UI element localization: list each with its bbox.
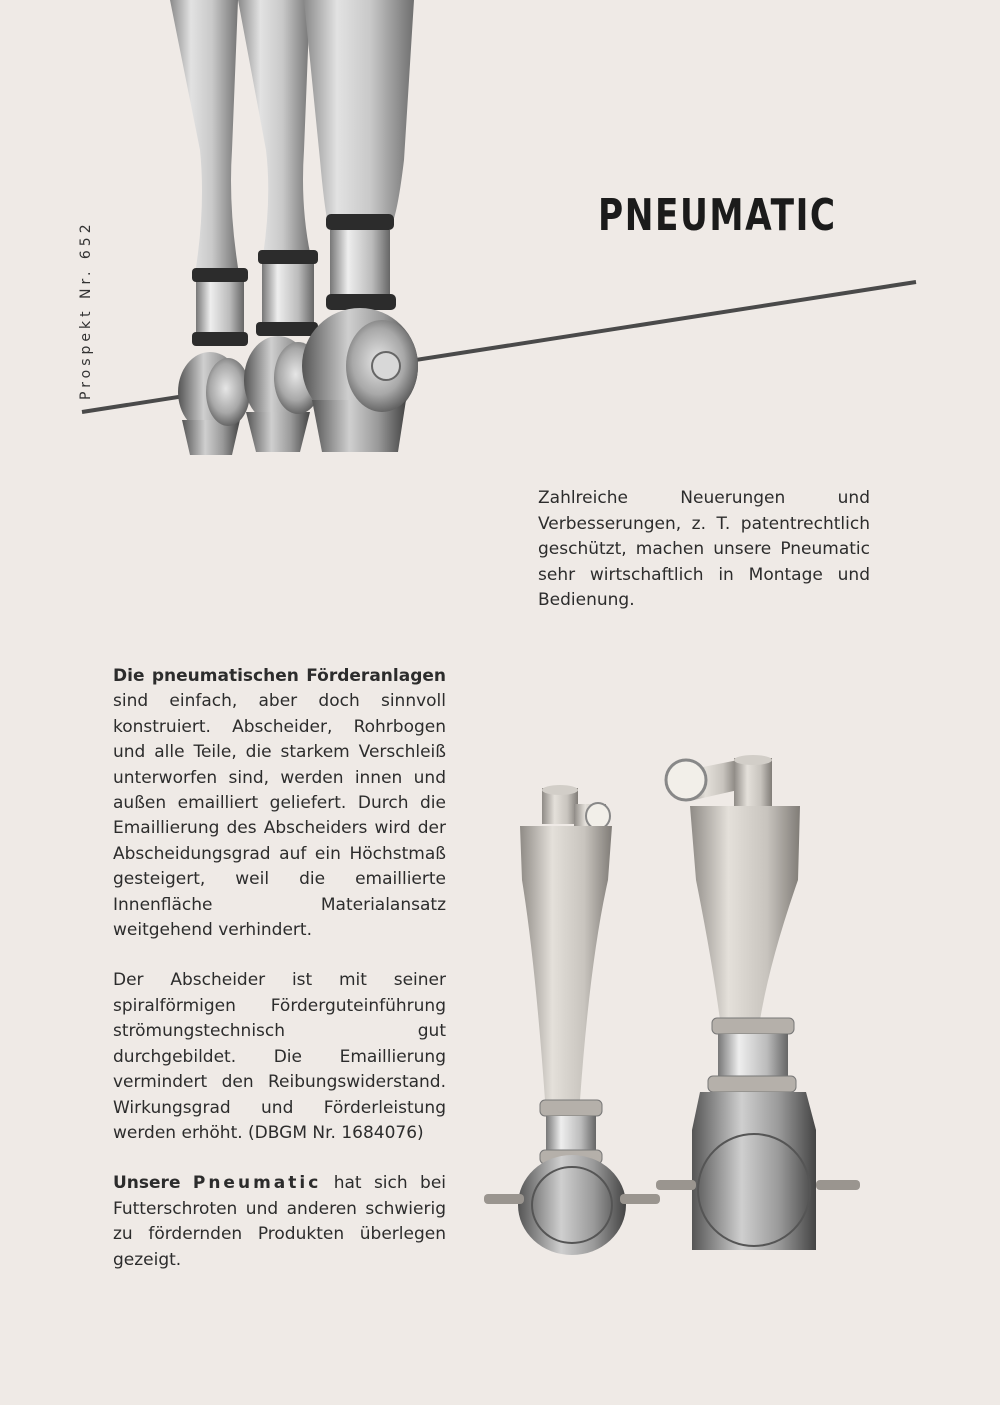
intro-paragraph: Zahlreiche Neuerungen und Verbesserungen, z. T. patentrechtlich geschützt, machen unsere Pneumatic sehr wirtschaftlich in Montage und Bedienung.: [538, 488, 870, 610]
paragraph-3-text: hat sich bei Futterschroten und anderen schwierig zu fördernden Produkten überlegen gezeigt.: [113, 1173, 447, 1270]
page-title: PNEUMATIC: [598, 190, 837, 241]
top-separator-1: [170, 0, 250, 455]
bottom-separator-left: [484, 785, 660, 1255]
paragraph-3: [113, 1171, 446, 1273]
paragraph-2: Der Abscheider ist mit seiner spiralförmigen Förderguteinführung strömungstechnisch gut durchgebildet. Die Emaillierung vermindert den Reibungswiderstand. Wirkungsgrad und Förderleistung werden erhöht. (DBGM Nr. 1684076): [113, 970, 446, 1143]
paragraph-3-lead-spaced: Pneumatic: [192, 1173, 322, 1194]
bottom-separator-right: [656, 755, 860, 1250]
paragraph-1-text: sind einfach, aber doch sinnvoll konstruiert. Abscheider, Rohrbogen und alle Teile, die starkem Verschleiß unterworfen sind, werden innen und außen emailliert geliefert. Durch die Emaillierung des Abscheiders wird der Abscheidungsgrad auf ein Höchstmaß gesteigert, weil die emaillierte Innenfläche Materialansatz weitgehend verhindert.: [113, 691, 446, 941]
paragraph-1-lead: Die pneumatischen Förderanlagen: [113, 666, 446, 686]
prospectus-number: Prospekt Nr. 652: [78, 220, 94, 400]
top-separator-3: [302, 0, 418, 452]
body-text-column: [113, 664, 446, 1298]
paragraph-1: [113, 664, 446, 943]
paragraph-3-lead-plain: Unsere: [113, 1173, 181, 1194]
